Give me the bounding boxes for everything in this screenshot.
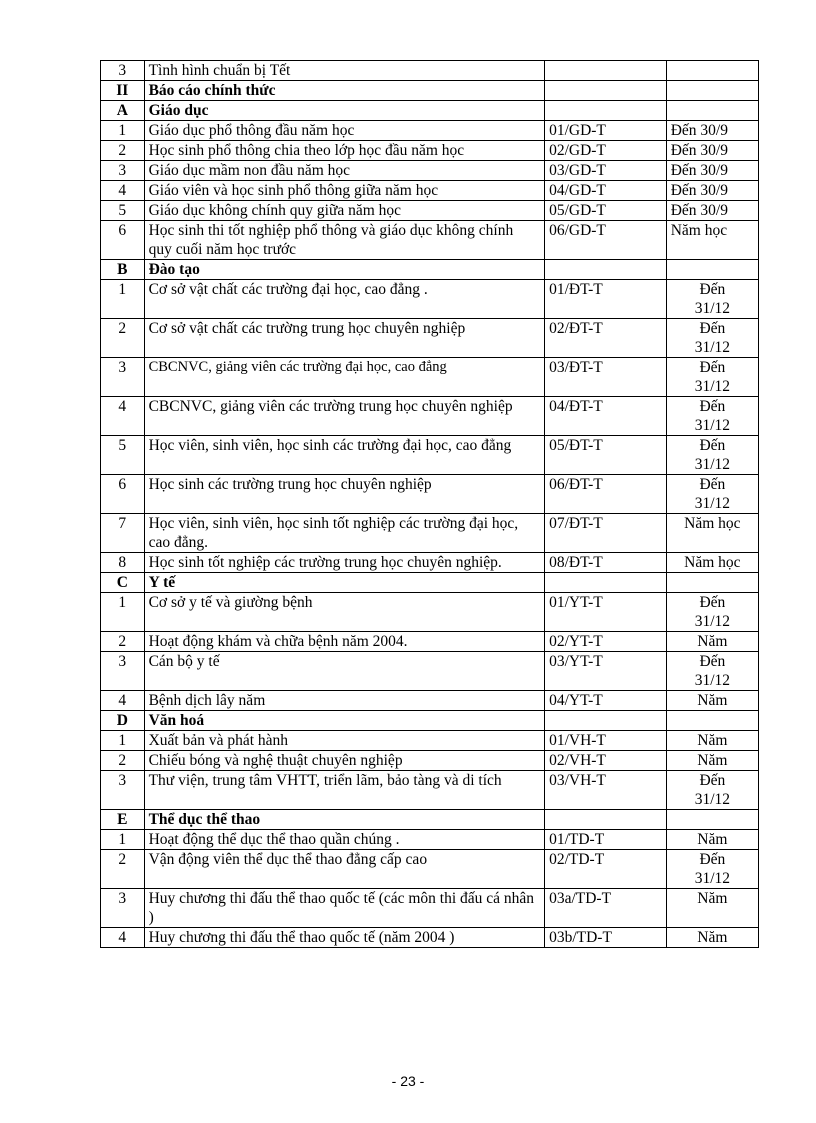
row-period — [666, 81, 758, 101]
row-number: 3 — [101, 771, 145, 810]
row-form-code — [545, 260, 667, 280]
row-report-name: Vận động viên thể dục thể thao đẳng cấp cao — [144, 850, 544, 889]
row-report-name: Chiếu bóng và nghệ thuật chuyên nghiệp — [144, 751, 544, 771]
table-row — [101, 475, 759, 514]
row-number: 5 — [101, 201, 145, 221]
row-form-code: 03/GD-T — [545, 161, 667, 181]
table-row — [101, 928, 759, 948]
row-form-code — [545, 711, 667, 731]
row-form-code: 04/ĐT-T — [545, 397, 667, 436]
section-header-row — [101, 711, 759, 731]
section-header-row — [101, 810, 759, 830]
row-form-code — [545, 61, 667, 81]
row-report-name: Văn hoá — [144, 711, 544, 731]
section-header-row — [101, 101, 759, 121]
row-report-name: Huy chương thi đấu thể thao quốc tế (các môn thi đấu cá nhân ) — [144, 889, 544, 928]
row-form-code: 04/GD-T — [545, 181, 667, 201]
row-form-code: 03a/TD-T — [545, 889, 667, 928]
row-number: A — [101, 101, 145, 121]
row-number: 1 — [101, 731, 145, 751]
table-row — [101, 850, 759, 889]
row-number: 2 — [101, 632, 145, 652]
table-row — [101, 632, 759, 652]
row-form-code: 03/VH-T — [545, 771, 667, 810]
table-row — [101, 161, 759, 181]
page-number: - 23 - — [391, 1073, 425, 1089]
table-row — [101, 691, 759, 711]
row-period: Năm học — [666, 221, 758, 260]
row-report-name: Học viên, sinh viên, học sinh các trường đại học, cao đẳng — [144, 436, 544, 475]
table-row — [101, 358, 759, 397]
row-period: Năm — [666, 632, 758, 652]
row-period: Đến 31/12 — [666, 397, 758, 436]
table-row — [101, 181, 759, 201]
row-report-name: Hoạt động thể dục thể thao quần chúng . — [144, 830, 544, 850]
row-number: 1 — [101, 593, 145, 632]
row-report-name: CBCNVC, giảng viên các trường đại học, cao đẳng — [144, 358, 544, 397]
table-row — [101, 553, 759, 573]
table-row — [101, 141, 759, 161]
row-form-code: 02/ĐT-T — [545, 319, 667, 358]
row-report-name: Học sinh thi tốt nghiệp phổ thông và giáo dục không chính quy cuối năm học trước — [144, 221, 544, 260]
row-form-code: 02/VH-T — [545, 751, 667, 771]
row-number: 3 — [101, 161, 145, 181]
table-row — [101, 61, 759, 81]
row-form-code — [545, 573, 667, 593]
row-report-name: Huy chương thi đấu thể thao quốc tế (năm 2004 ) — [144, 928, 544, 948]
row-report-name: Y tế — [144, 573, 544, 593]
row-form-code: 07/ĐT-T — [545, 514, 667, 553]
row-number: 2 — [101, 751, 145, 771]
row-report-name: Cơ sở vật chất các trường trung học chuyên nghiệp — [144, 319, 544, 358]
row-report-name: Học viên, sinh viên, học sinh tốt nghiệp các trường đại học, cao đẳng. — [144, 514, 544, 553]
row-period: Đến 31/12 — [666, 652, 758, 691]
row-period: Đến 31/12 — [666, 850, 758, 889]
row-report-name: Giáo dục không chính quy giữa năm học — [144, 201, 544, 221]
row-period: Đến 31/12 — [666, 319, 758, 358]
table-row — [101, 652, 759, 691]
row-form-code: 06/GD-T — [545, 221, 667, 260]
row-number: 2 — [101, 319, 145, 358]
section-header-row — [101, 573, 759, 593]
table-row — [101, 889, 759, 928]
row-period — [666, 260, 758, 280]
row-period: Đến 30/9 — [666, 181, 758, 201]
row-report-name: Cán bộ y tế — [144, 652, 544, 691]
table-row — [101, 319, 759, 358]
table-row — [101, 731, 759, 751]
row-form-code — [545, 810, 667, 830]
section-header-row — [101, 81, 759, 101]
row-period: Năm — [666, 751, 758, 771]
row-number: B — [101, 260, 145, 280]
row-number: 3 — [101, 358, 145, 397]
row-report-name: Học sinh tốt nghiệp các trường trung học chuyên nghiệp. — [144, 553, 544, 573]
row-period — [666, 711, 758, 731]
row-period: Năm học — [666, 514, 758, 553]
row-period — [666, 810, 758, 830]
row-period: Đến 31/12 — [666, 475, 758, 514]
row-report-name: Thể dục thể thao — [144, 810, 544, 830]
row-period: Năm — [666, 889, 758, 928]
row-form-code: 08/ĐT-T — [545, 553, 667, 573]
row-number: 1 — [101, 830, 145, 850]
row-period: Đến 30/9 — [666, 161, 758, 181]
row-form-code — [545, 101, 667, 121]
row-form-code: 01/VH-T — [545, 731, 667, 751]
row-form-code: 01/ĐT-T — [545, 280, 667, 319]
row-form-code: 01/GD-T — [545, 121, 667, 141]
row-report-name: Thư viện, trung tâm VHTT, triển lãm, bảo tàng và di tích — [144, 771, 544, 810]
row-number: 6 — [101, 475, 145, 514]
row-form-code: 05/GD-T — [545, 201, 667, 221]
row-report-name: Báo cáo chính thức — [144, 81, 544, 101]
row-number: D — [101, 711, 145, 731]
row-form-code: 03b/TD-T — [545, 928, 667, 948]
row-form-code: 02/GD-T — [545, 141, 667, 161]
row-period: Năm — [666, 691, 758, 711]
row-report-name: Giáo viên và học sinh phổ thông giữa năm học — [144, 181, 544, 201]
row-form-code: 06/ĐT-T — [545, 475, 667, 514]
row-number: 7 — [101, 514, 145, 553]
table-row — [101, 751, 759, 771]
row-report-name: Học sinh các trường trung học chuyên nghiệp — [144, 475, 544, 514]
row-report-name: Xuất bản và phát hành — [144, 731, 544, 751]
row-number: 3 — [101, 652, 145, 691]
row-report-name: CBCNVC, giảng viên các trường trung học chuyên nghiệp — [144, 397, 544, 436]
row-period: Đến 30/9 — [666, 121, 758, 141]
row-period: Đến 31/12 — [666, 593, 758, 632]
row-form-code: 03/YT-T — [545, 652, 667, 691]
row-form-code: 01/TD-T — [545, 830, 667, 850]
row-number: 4 — [101, 928, 145, 948]
row-number: II — [101, 81, 145, 101]
row-number: 1 — [101, 280, 145, 319]
row-number: 2 — [101, 141, 145, 161]
table-row — [101, 201, 759, 221]
row-period: Năm học — [666, 553, 758, 573]
row-period: Đến 31/12 — [666, 358, 758, 397]
row-report-name: Giáo dục phổ thông đầu năm học — [144, 121, 544, 141]
row-period: Đến 31/12 — [666, 280, 758, 319]
row-report-name: Tình hình chuẩn bị Tết — [144, 61, 544, 81]
table-row — [101, 121, 759, 141]
row-number: C — [101, 573, 145, 593]
row-number: 3 — [101, 889, 145, 928]
table-row — [101, 830, 759, 850]
row-report-name: Hoạt động khám và chữa bệnh năm 2004. — [144, 632, 544, 652]
row-form-code: 03/ĐT-T — [545, 358, 667, 397]
row-report-name: Giáo dục mầm non đầu năm học — [144, 161, 544, 181]
row-period: Đến 31/12 — [666, 771, 758, 810]
row-report-name: Giáo dục — [144, 101, 544, 121]
row-report-name: Bệnh dịch lây năm — [144, 691, 544, 711]
row-form-code: 05/ĐT-T — [545, 436, 667, 475]
table-row — [101, 593, 759, 632]
row-form-code — [545, 81, 667, 101]
row-report-name: Cơ sở vật chất các trường đại học, cao đẳng . — [144, 280, 544, 319]
row-form-code: 04/YT-T — [545, 691, 667, 711]
table-row — [101, 436, 759, 475]
table-row — [101, 221, 759, 260]
row-form-code: 02/TD-T — [545, 850, 667, 889]
report-list-table — [100, 60, 759, 948]
row-period — [666, 101, 758, 121]
row-period: Năm — [666, 928, 758, 948]
row-number: 1 — [101, 121, 145, 141]
table-row — [101, 397, 759, 436]
row-report-name: Học sinh phổ thông chia theo lớp học đầu năm học — [144, 141, 544, 161]
table-row — [101, 771, 759, 810]
row-number: 3 — [101, 61, 145, 81]
row-report-name: Cơ sở y tế và giường bệnh — [144, 593, 544, 632]
row-number: 5 — [101, 436, 145, 475]
row-number: 4 — [101, 181, 145, 201]
table-row — [101, 280, 759, 319]
row-number: 4 — [101, 691, 145, 711]
row-number: E — [101, 810, 145, 830]
row-period: Năm — [666, 830, 758, 850]
row-number: 2 — [101, 850, 145, 889]
row-period — [666, 573, 758, 593]
row-number: 8 — [101, 553, 145, 573]
row-period — [666, 61, 758, 81]
row-form-code: 02/YT-T — [545, 632, 667, 652]
row-number: 4 — [101, 397, 145, 436]
row-report-name: Đào tạo — [144, 260, 544, 280]
table-row — [101, 514, 759, 553]
row-period: Đến 31/12 — [666, 436, 758, 475]
section-header-row — [101, 260, 759, 280]
row-number: 6 — [101, 221, 145, 260]
row-period: Năm — [666, 731, 758, 751]
row-period: Đến 30/9 — [666, 201, 758, 221]
row-period: Đến 30/9 — [666, 141, 758, 161]
row-form-code: 01/YT-T — [545, 593, 667, 632]
